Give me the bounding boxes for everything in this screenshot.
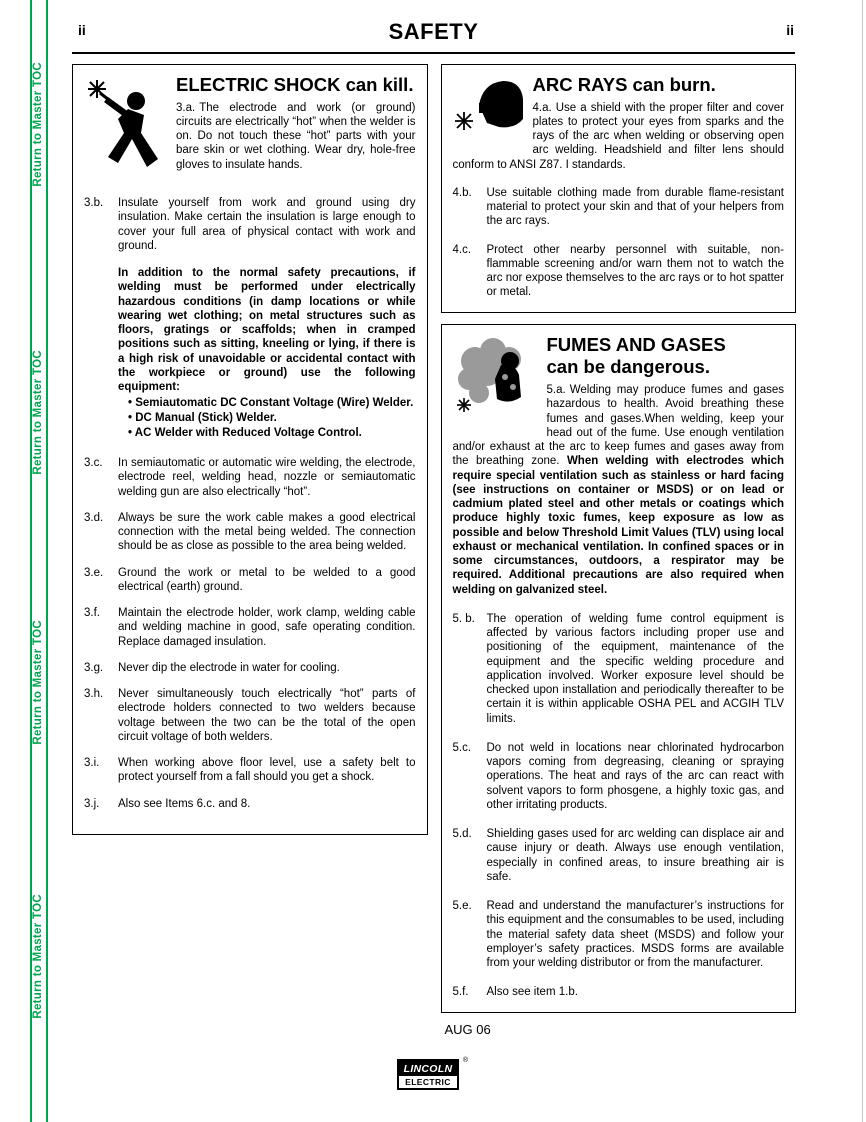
- hazardous-conditions-note: In addition to the normal safety precautions, if welding must be performed under electrically hazardous conditions (in damp locations or while wearing wet clothing; on metal structures such as floors, gratings or scaffolds; when in cramped positions such as sitting, kneeling or lying, if there is a high risk of unavoidable or accidental contact with the workpiece or ground) use the following equipment:: [118, 267, 416, 393]
- item-5c: [453, 741, 785, 812]
- item-text: Read and understand the manufacturer’s instructions for this equipment and the consumables to be used, including the material safety data sheet (MSDS) and follow your employer’s safety practices. MSDS forms are available from your welding distributor or from the manufacturer.: [486, 900, 784, 970]
- lincoln-electric-logo: [397, 1057, 468, 1090]
- electric-shock-person-icon: [84, 75, 168, 176]
- revision-date: AUG 06: [444, 1021, 491, 1037]
- item-3d: [84, 511, 416, 554]
- return-to-master-toc-link[interactable]: Return to Master TOC: [31, 894, 44, 1019]
- item-label: 5.c.: [452, 741, 472, 754]
- item-label: 5. b.: [452, 612, 475, 625]
- page-number-left: ii: [78, 22, 86, 38]
- item-3j: [84, 797, 416, 811]
- item-label: 4.a.: [532, 101, 552, 114]
- registered-trademark-symbol: ®: [462, 1057, 468, 1064]
- page-number-right: ii: [786, 22, 794, 38]
- arc-rays-title: ARC RAYS can burn.: [532, 74, 716, 95]
- item-text: Insulate yourself from work and ground using dry insulation. Make certain the insulation is large enough to cover your full area of physical contact with work and ground.: [118, 197, 416, 252]
- return-to-master-toc-link[interactable]: Return to Master TOC: [31, 620, 44, 745]
- item-text: Do not weld in locations near chlorinated hydrocarbon vapors coming from degreasing, cleaning or spraying operations. The heat and rays of the arc can react with solvent vapors to form phosgene, a highly toxic gas, and other irritating products.: [486, 741, 784, 811]
- item-text: Always be sure the work cable makes a good electrical connection with the metal being welded. The connection should be as close as possible to the area being welded.: [118, 511, 416, 553]
- item-label: 3.a.: [176, 101, 196, 114]
- item-5d: [453, 827, 785, 884]
- page-edge: [862, 0, 863, 1122]
- equipment-bullet: • AC Welder with Reduced Voltage Control.: [128, 427, 362, 440]
- item-3i: [84, 756, 416, 785]
- fumes-title-line1: FUMES AND GASES: [546, 333, 726, 355]
- item-text: In semiautomatic or automatic wire welding, the electrode, electrode reel, welding head, nozzle or semiautomatic welding gun are also electrically “hot”.: [118, 457, 416, 498]
- item-3c: [84, 456, 416, 499]
- item-label: 3.i.: [84, 757, 100, 770]
- margin-rule-right: [46, 0, 48, 1122]
- item-text: The electrode and work (or ground) circuits are electrically “hot” when the welder is on. Do not touch these “hot” parts with your bare skin or wet clothing. Wear dry, hole-free gloves to insulate hands.: [176, 101, 416, 171]
- item-label: 3.d.: [84, 511, 104, 524]
- item-text: Protect other nearby personnel with suitable, non-flammable screening and/or warn them not to watch the arc nor expose themselves to the arc rays or to hot spatter or metal.: [486, 243, 784, 299]
- electric-shock-title: ELECTRIC SHOCK can kill.: [176, 74, 414, 95]
- item-label: 3.f.: [84, 607, 100, 620]
- arc-rays-warning-box: [441, 64, 797, 313]
- return-to-master-toc-link[interactable]: Return to Master TOC: [31, 350, 44, 475]
- item-4b: [453, 186, 785, 229]
- item-text: The operation of welding fume control equipment is affected by various factors including proper use and positioning of the equipment, maintenance of the equipment and the specific welding procedure and application involved. Worker exposure level should be checked upon installation and periodically thereafter to be certain it is within applicable OSHA PEL and ACGIH TLV limits.: [486, 612, 784, 725]
- page-title: SAFETY: [388, 19, 479, 44]
- item-3e: [84, 566, 416, 595]
- left-column: [72, 64, 428, 835]
- item-label: 3.e.: [84, 566, 104, 579]
- header-rule: [72, 52, 795, 54]
- item-3f: [84, 606, 416, 649]
- item-label: 3.c.: [84, 457, 103, 470]
- item-text: Maintain the electrode holder, work clamp, welding cable and welding machine in good, safe operating condition. Replace damaged insulation.: [118, 607, 416, 648]
- item-label: 3.h.: [84, 688, 104, 701]
- item-3g: [84, 661, 416, 675]
- item-3b: [84, 196, 416, 253]
- item-label: 3.b.: [84, 197, 104, 209]
- item-text: When working above floor level, use a safety belt to protect yourself from a fall should you get a shock.: [118, 757, 416, 784]
- logo-brand-top: LINCOLN: [399, 1061, 457, 1076]
- item-text: Never simultaneously touch electrically “hot” parts of electrode holders connected to two welders because voltage between the two can be the total of the open circuit voltage of both welders.: [118, 688, 416, 743]
- fumes-title-line2: can be dangerous.: [546, 356, 710, 378]
- item-text: Use suitable clothing made from durable flame-resistant material to protect your skin and that of your helpers from the arc rays.: [486, 186, 784, 228]
- item-text: Welding may produce fumes and gases hazardous to health. Avoid breathing these fumes and gases.When welding, keep your head out of the fume. Use enough ventilation and/or exhaust at the arc to keep fumes and gases away from the breathing zone.: [452, 384, 784, 468]
- item-label: 4.b.: [452, 186, 472, 199]
- item-text-bold: When welding with electrodes which require special ventilation such as stainless or hard facing (see instructions on container or MSDS) or on lead or cadmium plated steel and other metals or coatings which produce highly toxic fumes, keep exposure as low as possible and below Threshold Limit Values (TLV) using local exhaust or mechanical ventilation. In confined spaces or in some circumstances, outdoors, a respirator may be required. Additional precautions are also required when welding on galvanized steel.: [452, 455, 784, 596]
- item-text: Ground the work or metal to be welded to a good electrical (earth) ground.: [118, 566, 416, 593]
- item-text: Also see item 1.b.: [486, 986, 578, 999]
- item-3h: [84, 687, 416, 744]
- item-label: 4.c.: [452, 243, 472, 256]
- item-label: 3.g.: [84, 661, 104, 674]
- item-text: Use a shield with the proper filter and cover plates to protect your eyes from sparks and the rays of the arc when welding or observing open arc welding. Headshield and filter lens should conform to ANSI Z87. I standards.: [452, 101, 784, 171]
- item-label: 5.d.: [452, 828, 472, 841]
- equipment-bullet: • Semiautomatic DC Constant Voltage (Wire) Welder.: [128, 397, 414, 410]
- item-text: Never dip the electrode in water for cooling.: [118, 661, 340, 674]
- content-columns: [72, 64, 796, 1037]
- fumes-gases-warning-box: [441, 324, 797, 1013]
- return-to-master-toc-link[interactable]: Return to Master TOC: [31, 62, 44, 187]
- item-text: Shielding gases used for arc welding can displace air and cause injury or death. Always use enough ventilation, especially in confined areas, to insure breathing air is safe.: [486, 828, 784, 883]
- equipment-bullet: • DC Manual (Stick) Welder.: [128, 412, 277, 425]
- right-column: [441, 64, 797, 1037]
- item-label: 5.f.: [452, 986, 469, 999]
- item-5b: [453, 612, 785, 726]
- fumes-and-gases-icon: [453, 335, 539, 424]
- item-5f: [453, 985, 785, 999]
- item-label: 5.a.: [546, 384, 566, 397]
- item-text: Also see Items 6.c. and 8.: [118, 797, 251, 810]
- item-label: 3.j.: [84, 797, 100, 810]
- arc-rays-welder-icon: [453, 75, 525, 146]
- electric-shock-warning-box: [72, 64, 428, 835]
- item-label: 5.e.: [452, 900, 472, 913]
- item-5e: [453, 899, 785, 970]
- item-4c: [453, 243, 785, 300]
- logo-brand-bottom: ELECTRIC: [405, 1077, 451, 1087]
